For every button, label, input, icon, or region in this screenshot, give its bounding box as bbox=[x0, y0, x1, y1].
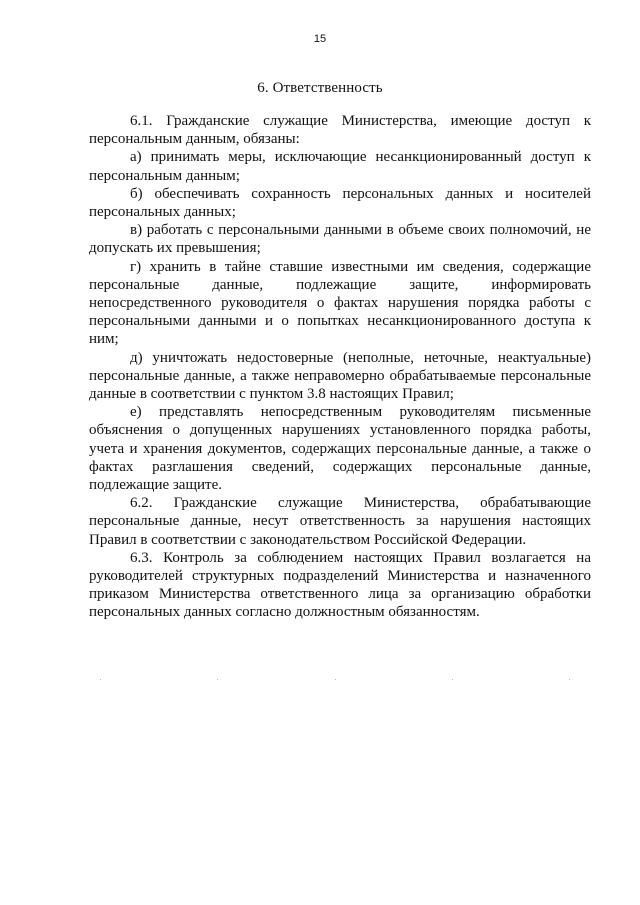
paragraph-6-3: 6.3. Контроль за соблюдением настоящих Правил возлагается на руководителей структурных подразделений Министерства и назначенного приказом Министерства ответственного лица за организацию обработки персональных данных согласно должностным обязанностям. bbox=[89, 549, 591, 621]
document-body bbox=[89, 112, 591, 622]
section-title: 6. Ответственность bbox=[257, 80, 383, 96]
scan-dot bbox=[335, 679, 336, 680]
paragraph-6-1-e: е) представлять непосредственным руководителям письменные объяснения о допущенных нарушениях установленного порядка работы, учета и хранения документов, содержащих персональные данные, а также о фактах разглашения сведений, содержащих персональные данные, подлежащие защите. bbox=[89, 404, 591, 494]
page-number: 15 bbox=[313, 33, 327, 45]
scan-dot bbox=[217, 679, 218, 680]
paragraph-6-2: 6.2. Гражданские служащие Министерства, обрабатывающие персональные данные, несут ответственность за нарушения настоящих Правил в соответствии с законодательством Российской Федерации. bbox=[89, 495, 591, 548]
scan-dot bbox=[569, 679, 570, 680]
scan-dot bbox=[452, 679, 453, 680]
paragraph-6-1-d: д) уничтожать недостоверные (неполные, неточные, неактуальные) персональные данные, а также неправомерно обрабатываемые персональные данные в соответствии с пунктом 3.8 настоящих Правил; bbox=[89, 349, 591, 403]
paragraph-6-1-g: г) хранить в тайне ставшие известными им сведения, содержащие персональные данные, подлежащие защите, информировать непосредственного руководителя о фактах нарушения порядка работы с персональными данными и о попытках несанкционированного доступа к ним; bbox=[89, 258, 591, 348]
paragraph-6-1-a: а) принимать меры, исключающие несанкционированный доступ к персональным данным; bbox=[89, 149, 591, 184]
paragraph-6-1: 6.1. Гражданские служащие Министерства, имеющие доступ к персональным данным, обязаны: bbox=[89, 113, 591, 148]
scan-dot bbox=[100, 679, 101, 680]
paragraph-6-1-b: б) обеспечивать сохранность персональных данных и носителей персональных данных; bbox=[89, 185, 591, 221]
scan-artifact-dots bbox=[100, 679, 570, 681]
paragraph-6-1-v: в) работать с персональными данными в объеме своих полномочий, не допускать их превышения; bbox=[89, 222, 591, 257]
